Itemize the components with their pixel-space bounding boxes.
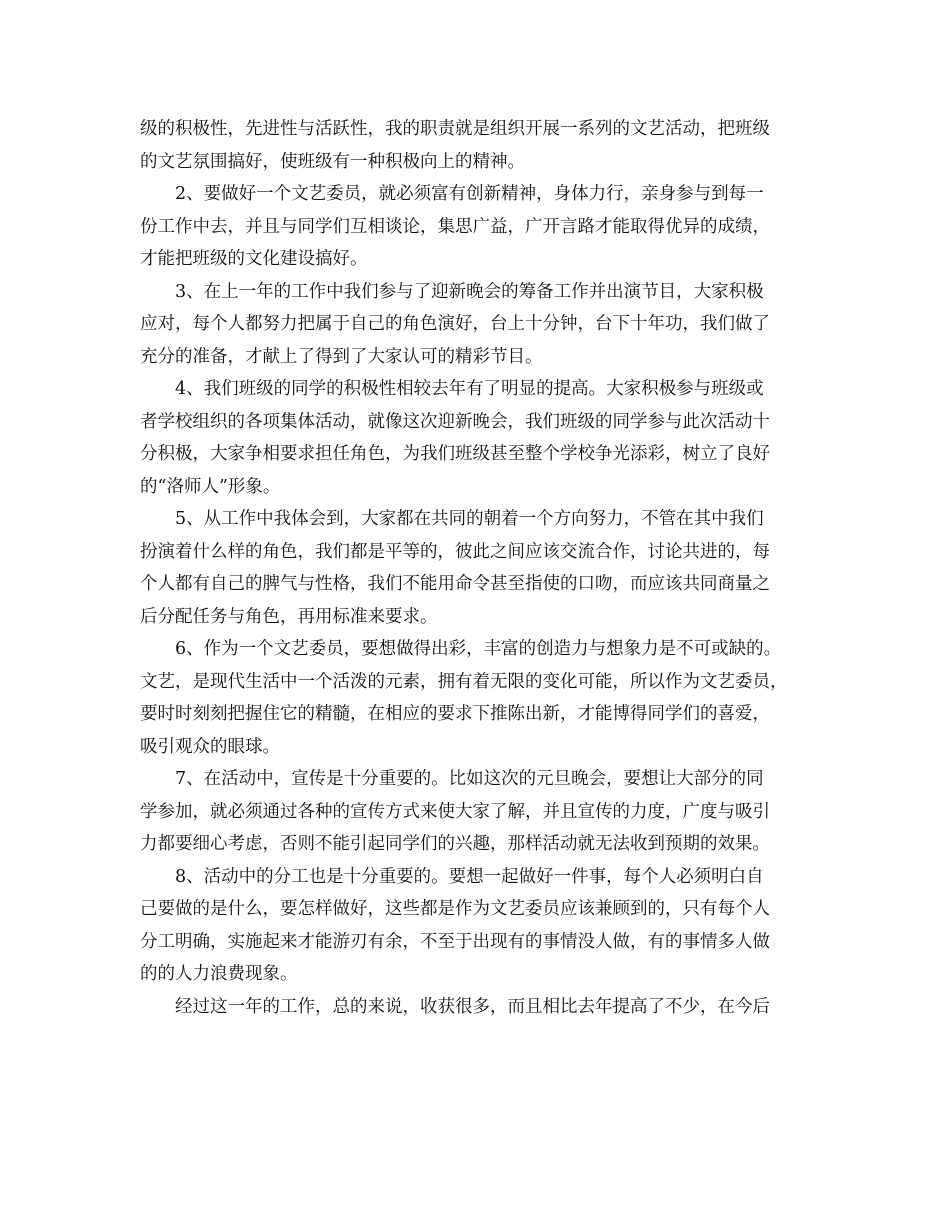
text-line: 的“洛师人”形象。	[140, 476, 281, 497]
text-line: 己要做的是什么，要怎样做好，这些都是作为文艺委员应该兼顾到的，只有每个人	[140, 899, 770, 919]
text-line: 应对，每个人都努力把属于自己的角色演好，台上十分钟，台下十年功，我们做了	[140, 314, 770, 334]
paragraph-item-6	[140, 633, 820, 763]
text-line: 充分的准备，才献上了得到了大家认可的精彩节目。	[140, 346, 543, 367]
paragraph-item-2	[140, 178, 820, 276]
document-body	[140, 113, 820, 1023]
text-line: 文艺，是现代生活中一个活泼的元素，拥有着无限的变化可能，所以作为文艺委员，	[140, 671, 788, 692]
text-line: 力都要细心考虑，否则不能引起同学们的兴趣，那样活动就无法收到预期的效果。	[140, 834, 770, 854]
text-line: 的的人力浪费现象。	[140, 964, 298, 984]
text-line: 分积极，大家争相要求担任角色，为我们班级甚至整个学校争光添彩，树立了良好	[140, 444, 770, 464]
text-line: 才能把班级的文化建设搞好。	[140, 249, 368, 269]
text-line: 4、我们班级的同学的积极性相较去年有了明显的提高。大家积极参与班级或	[175, 379, 764, 399]
text-line: 个人都有自己的脾气与性格，我们不能用命令甚至指使的口吻，而应该共同商量之	[140, 574, 770, 594]
text-line: 分工明确，实施起来才能游刃有余，不至于出现有的事情没人做，有的事情多人做	[140, 931, 770, 952]
paragraph-summary	[140, 991, 820, 1024]
paragraph-item-3	[140, 276, 820, 374]
text-line: 7、在活动中，宣传是十分重要的。比如这次的元旦晚会，要想让大部分的同	[175, 769, 764, 789]
text-line: 后分配任务与角色，再用标准来要求。	[140, 606, 438, 627]
paragraph-item-7	[140, 763, 820, 861]
paragraph-item-5	[140, 503, 820, 633]
text-line: 的文艺氛围搞好，使班级有一种积极向上的精神。	[140, 151, 525, 172]
text-line: 份工作中去，并且与同学们互相谈论，集思广益，广开言路才能取得优异的成绩，	[140, 216, 770, 237]
text-line: 吸引观众的眼球。	[140, 736, 280, 757]
paragraph-item-8	[140, 861, 820, 991]
text-line: 扮演着什么样的角色，我们都是平等的，彼此之间应该交流合作，讨论共进的，每	[140, 541, 770, 562]
text-line: 8、活动中的分工也是十分重要的。要想一起做好一件事，每个人必须明白自	[175, 866, 764, 887]
paragraph-item-4	[140, 373, 820, 503]
text-line: 2、要做好一个文艺委员，就必须富有创新精神，身体力行，亲身参与到每一	[175, 184, 764, 204]
paragraph-intro-continued	[140, 113, 820, 178]
text-line: 3、在上一年的工作中我们参与了迎新晚会的筹备工作并出演节目，大家积极	[175, 281, 764, 302]
text-line: 要时时刻刻把握住它的精髓，在相应的要求下推陈出新，才能博得同学们的喜爱，	[140, 704, 770, 724]
text-line: 者学校组织的各项集体活动，就像这次迎新晚会，我们班级的同学参与此次活动十	[140, 411, 770, 432]
text-line: 5、从工作中我体会到，大家都在共同的朝着一个方向努力，不管在其中我们	[175, 509, 764, 529]
text-line: 级的积极性，先进性与活跃性，我的职责就是组织开展一系列的文艺活动，把班级	[140, 119, 770, 139]
text-line: 经过这一年的工作，总的来说，收获很多，而且相比去年提高了不少，在今后	[175, 996, 770, 1017]
text-line: 6、作为一个文艺委员，要想做得出彩，丰富的创造力与想象力是不可或缺的。	[175, 639, 782, 659]
text-line: 学参加，就必须通过各种的宣传方式来使大家了解，并且宣传的力度，广度与吸引	[140, 801, 770, 822]
